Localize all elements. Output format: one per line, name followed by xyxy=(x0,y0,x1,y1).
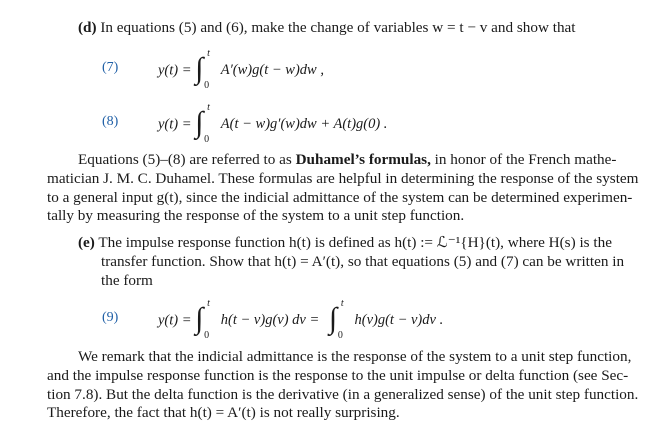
part-d-label: (d) xyxy=(78,19,97,36)
eq8-lhs: y(t) = xyxy=(158,116,192,133)
part-e-text1: The impulse response function h(t) is defined as h(t) := ℒ⁻¹{H}(t), where H(s) is the xyxy=(98,234,612,251)
eq8-lower-limit: 0 xyxy=(204,134,210,145)
eq9-number: (9) xyxy=(102,310,119,325)
eq9-integrand-2: h(v)g(t − v)dv . xyxy=(354,312,444,329)
eq8-upper-limit: t xyxy=(207,102,210,113)
eq7-lower-limit: 0 xyxy=(204,80,210,91)
eq7-number: (7) xyxy=(102,60,119,75)
eq8-number: (8) xyxy=(102,114,119,129)
para2-line2: and the impulse response function is the response to the unit impulse or delta function (see Sec- xyxy=(47,367,629,384)
duhamel-formulas-term: Duhamel’s formulas, xyxy=(295,151,431,168)
para1-line1-post: in honor of the French mathe- xyxy=(430,151,617,168)
eq9-upper-limit-2: t xyxy=(340,298,344,309)
part-e-label: (e) xyxy=(78,234,95,251)
para1-line1 xyxy=(78,150,616,170)
equation-7 xyxy=(158,48,324,91)
eq7-integrand: A′(w)g(t − w)dw , xyxy=(220,62,324,79)
part-e-line1 xyxy=(78,233,612,253)
integral-sign: ∫ t 0 xyxy=(328,298,344,341)
part-e-line3: the form xyxy=(101,272,153,289)
para2-line4: Therefore, the fact that h(t) = A′(t) is not really surprising. xyxy=(47,404,400,421)
equation-8 xyxy=(158,102,388,145)
integral-sign: ∫ t 0 xyxy=(195,48,210,91)
para1-line2: matician J. M. C. Duhamel. These formulas are helpful in determining the response of the system xyxy=(47,170,639,187)
eq9-lhs: y(t) = xyxy=(158,312,192,329)
part-d-text: In equations (5) and (6), make the change of variables w = t − v and show that xyxy=(100,19,576,36)
eq8-integrand: A(t − w)g′(w)dw + A(t)g(0) . xyxy=(220,116,388,133)
integral-sign: ∫ t 0 xyxy=(195,298,210,341)
para2-line3: tion 7.8). But the delta function is the derivative (in a generalized sense) of the unit step function. xyxy=(47,386,639,403)
part-d xyxy=(78,18,576,38)
para1-line4: tally by measuring the response of the system to a unit step function. xyxy=(47,207,465,224)
eq7-upper-limit: t xyxy=(207,48,210,59)
part-e-line2: transfer function. Show that h(t) = A′(t), so that equations (5) and (7) can be written in xyxy=(101,253,625,270)
para2-line1: We remark that the indicial admittance is the response of the system to a unit step function, xyxy=(78,348,632,365)
integral-sign: ∫ t 0 xyxy=(195,102,210,145)
eq7-lhs: y(t) = xyxy=(158,62,192,79)
eq9-integrand-1: h(t − v)g(v) dv = xyxy=(220,312,320,329)
eq9-lower-limit-2: 0 xyxy=(337,330,343,341)
para1-line1-pre: Equations (5)–(8) are referred to as xyxy=(78,151,296,168)
eq9-upper-limit-1: t xyxy=(207,298,210,309)
equation-9 xyxy=(158,298,444,341)
eq9-lower-limit-1: 0 xyxy=(204,330,210,341)
para1-line3: to a general input g(t), since the indicial admittance of the system can be determined experimen- xyxy=(47,189,633,206)
